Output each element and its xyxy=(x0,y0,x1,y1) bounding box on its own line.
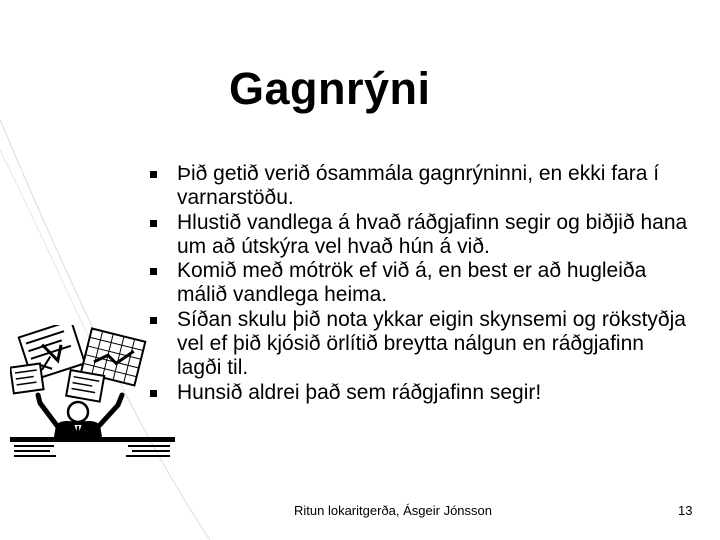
footer-text: Ritun lokaritgerða, Ásgeir Jónsson xyxy=(294,503,492,518)
bullet-item xyxy=(150,381,690,405)
bullet-square-icon xyxy=(150,317,157,324)
bullet-text: Síðan skulu þið nota ykkar eigin skynsemi og rökstyðja vel ef þið kjósið örlítið breytta nálgun en ráðgjafinn lagði til. xyxy=(177,307,686,380)
bullet-text: Hlustið vandlega á hvað ráðgjafinn segir og biðjið hana um að útskýra vel hvað hún á við. xyxy=(177,210,688,258)
bullet-item xyxy=(150,308,690,381)
page-number: 13 xyxy=(678,503,693,518)
bullet-text: Hunsið aldrei það sem ráðgjafinn segir! xyxy=(177,380,542,404)
bullet-item xyxy=(150,211,690,260)
bullet-square-icon xyxy=(150,171,157,178)
bullet-square-icon xyxy=(150,268,157,275)
bullet-item xyxy=(150,259,690,308)
bullet-square-icon xyxy=(150,220,157,227)
bullet-item xyxy=(150,162,690,211)
juggling-papers-person-clipart-icon xyxy=(10,325,175,460)
bullet-list xyxy=(150,162,690,405)
slide-title: Gagnrýni xyxy=(229,63,431,114)
bullet-text: Þið getið verið ósammála gagnrýninni, en ekki fara í varnarstöðu. xyxy=(177,162,660,210)
bullet-text: Komið með mótrök ef við á, en best er að hugleiða málið vandlega heima. xyxy=(177,259,647,307)
